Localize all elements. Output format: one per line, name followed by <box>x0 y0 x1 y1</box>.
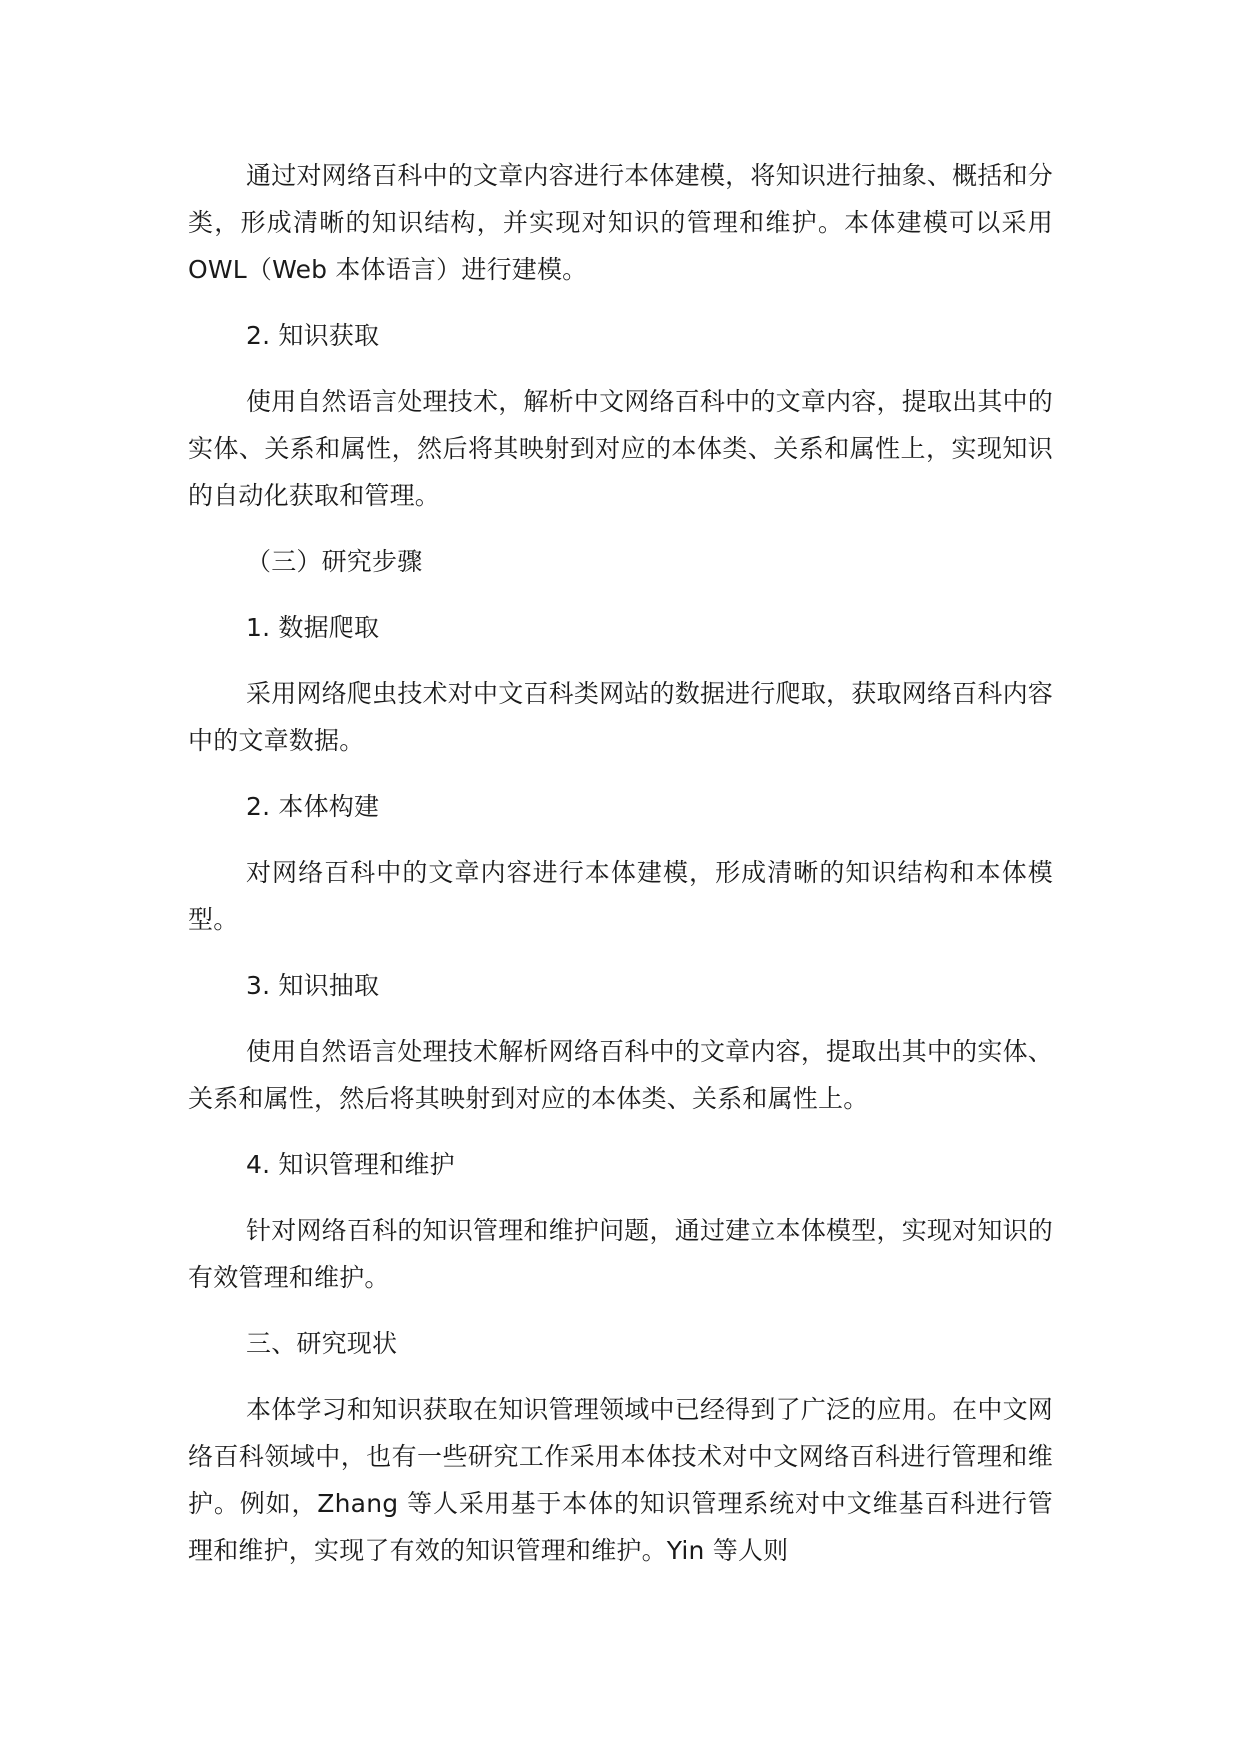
body-paragraph: 通过对网络百科中的文章内容进行本体建模，将知识进行抽象、概括和分类，形成清晰的知识结构，并实现对知识的管理和维护。本体建模可以采用 OWL（Web 本体语言）进行建模。 <box>188 161 1053 284</box>
body-paragraph: 针对网络百科的知识管理和维护问题，通过建立本体模型，实现对知识的有效管理和维护。 <box>188 1216 1053 1292</box>
body-paragraph: 采用网络爬虫技术对中文百科类网站的数据进行爬取，获取网络百科内容中的文章数据。 <box>188 679 1053 755</box>
section-heading: 1. 数据爬取 <box>246 613 380 642</box>
section-heading: 三、研究现状 <box>246 1329 398 1358</box>
body-paragraph: 本体学习和知识获取在知识管理领域中已经得到了广泛的应用。在中文网络百科领域中，也有一些研究工作采用本体技术对中文网络百科进行管理和维护。例如，Zhang 等人采用基于本体的知识管理系统对中文维基百科进行管理和维护，实现了有效的知识管理和维护。Yin 等人则 <box>188 1395 1053 1565</box>
section-heading: 2. 知识获取 <box>246 321 380 350</box>
document-body <box>188 152 1053 1593</box>
section-heading: 2. 本体构建 <box>246 792 380 821</box>
body-paragraph: 对网络百科中的文章内容进行本体建模，形成清晰的知识结构和本体模型。 <box>188 858 1053 934</box>
body-paragraph: 使用自然语言处理技术解析网络百科中的文章内容，提取出其中的实体、关系和属性，然后将其映射到对应的本体类、关系和属性上。 <box>188 1037 1053 1113</box>
section-heading: 4. 知识管理和维护 <box>246 1150 455 1179</box>
section-heading: 3. 知识抽取 <box>246 971 380 1000</box>
body-paragraph: 使用自然语言处理技术，解析中文网络百科中的文章内容，提取出其中的实体、关系和属性，然后将其映射到对应的本体类、关系和属性上，实现知识的自动化获取和管理。 <box>188 387 1053 510</box>
section-heading: （三）研究步骤 <box>246 547 423 576</box>
